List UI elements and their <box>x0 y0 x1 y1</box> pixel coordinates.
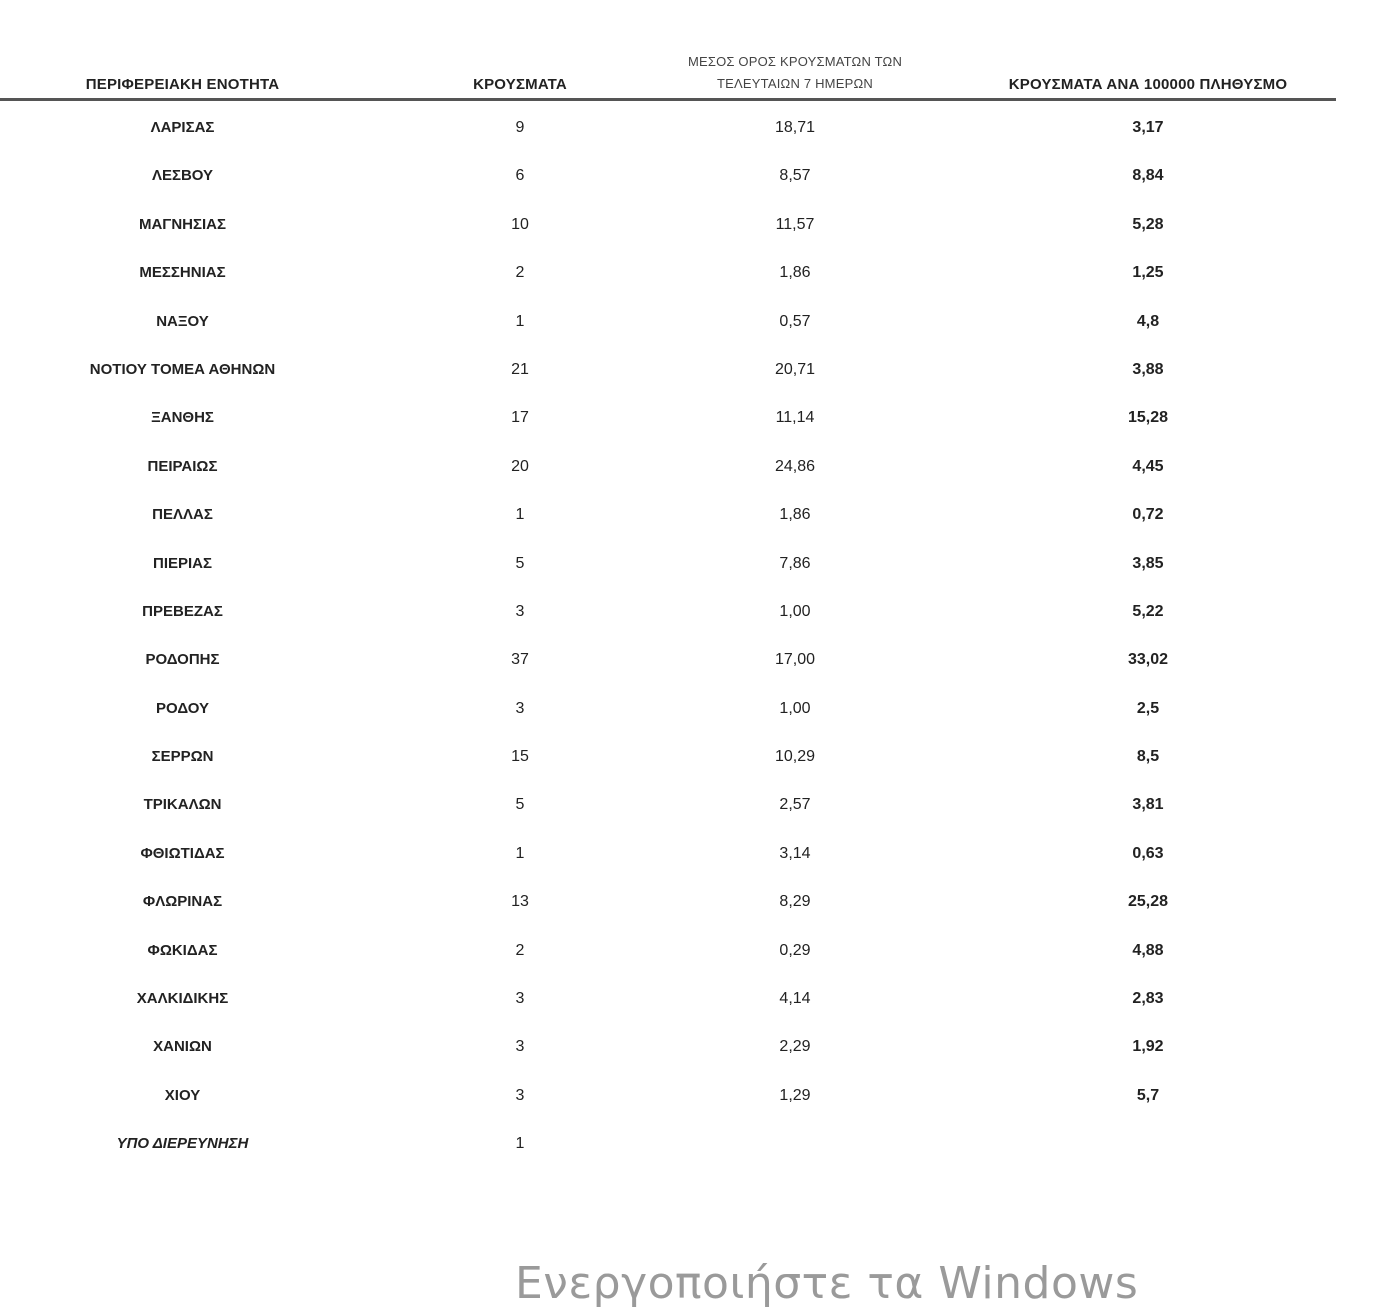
cell-region: ΦΛΩΡΙΝΑΣ <box>142 893 223 911</box>
cell-cases: 1 <box>515 844 525 862</box>
cell-seven-day-average: 18,71 <box>774 119 816 136</box>
cell-seven-day-average: 24,86 <box>774 457 816 475</box>
header-avg-line1: ΜΕΣΟΣ ΟΡΟΣ ΚΡΟΥΣΜΑΤΩΝ ΤΩΝ <box>687 54 903 69</box>
cell-cases-per-100k: 3,17 <box>1132 119 1164 136</box>
cell-cases-per-100k: 5,22 <box>1132 602 1164 620</box>
header-cases-per-100k: ΚΡΟΥΣΜΑΤΑ ΑΝΑ 100000 ΠΛΗΘΥΣΜΟ <box>1008 76 1288 93</box>
cell-region: ΠΕΛΛΑΣ <box>152 506 213 524</box>
cell-region: ΥΠΟ ΔΙΕΡΕΥΝΗΣΗ <box>116 1135 249 1153</box>
table-row <box>0 204 1336 252</box>
table-row <box>0 784 1336 832</box>
cell-region: ΠΙΕΡΙΑΣ <box>152 554 212 572</box>
cell-cases: 1 <box>515 312 525 330</box>
cell-region: ΞΑΝΘΗΣ <box>151 409 214 427</box>
cell-cases: 2 <box>515 941 525 959</box>
cell-cases: 6 <box>515 167 525 185</box>
cell-cases-per-100k: 4,8 <box>1136 312 1160 330</box>
cell-cases: 9 <box>515 119 525 136</box>
table-row <box>0 833 1336 881</box>
cell-cases-per-100k: 15,28 <box>1127 409 1169 427</box>
table-row <box>0 639 1336 687</box>
cell-region: ΠΡΕΒΕΖΑΣ <box>142 602 223 620</box>
header-avg-line2: ΤΕΛΕΥΤΑΙΩΝ 7 ΗΜΕΡΩΝ <box>717 76 873 91</box>
cell-cases-per-100k: 3,85 <box>1132 554 1164 572</box>
table-row <box>0 1123 1336 1171</box>
cell-cases: 3 <box>515 1038 525 1056</box>
table-row <box>0 155 1336 203</box>
cell-region: ΝΑΞΟΥ <box>156 312 209 330</box>
cell-region: ΡΟΔΟΥ <box>156 699 209 717</box>
header-region: ΠΕΡΙΦΕΡΕΙΑΚΗ ΕΝΟΤΗΤΑ <box>85 76 280 93</box>
cell-region: ΛΑΡΙΣΑΣ <box>150 119 215 136</box>
cell-cases: 2 <box>515 264 525 282</box>
header-seven-day-average <box>640 51 950 95</box>
cell-cases-per-100k: 4,88 <box>1132 941 1164 959</box>
cell-cases-per-100k: 2,83 <box>1132 990 1164 1008</box>
cell-cases: 13 <box>511 893 529 911</box>
cell-region: ΦΘΙΩΤΙΔΑΣ <box>140 844 225 862</box>
windows-activation-watermark: Ενεργοποιήστε τα Windows <box>515 1258 1139 1309</box>
cell-cases: 5 <box>515 554 525 572</box>
cell-cases: 21 <box>511 360 529 378</box>
cell-cases-per-100k: 0,72 <box>1132 506 1164 524</box>
cell-seven-day-average: 10,29 <box>774 748 816 766</box>
table-row <box>0 1075 1336 1123</box>
table-row <box>0 736 1336 784</box>
cell-cases-per-100k: 1,25 <box>1132 264 1164 282</box>
table-row <box>0 978 1336 1026</box>
cell-seven-day-average: 1,00 <box>779 699 811 717</box>
cell-region: ΝΟΤΙΟΥ ΤΟΜΕΑ ΑΘΗΝΩΝ <box>89 360 276 378</box>
cell-cases: 3 <box>515 699 525 717</box>
cell-region: ΤΡΙΚΑΛΩΝ <box>143 796 222 814</box>
table-row <box>0 349 1336 397</box>
cell-seven-day-average: 11,57 <box>775 215 815 233</box>
cell-seven-day-average: 11,14 <box>775 409 815 427</box>
cell-cases-per-100k: 4,45 <box>1132 457 1164 475</box>
cell-cases-per-100k: 5,28 <box>1132 215 1164 233</box>
cell-cases-per-100k: 1,92 <box>1132 1038 1164 1056</box>
table-row <box>0 397 1336 445</box>
cell-region: ΧΙΟΥ <box>164 1086 201 1104</box>
table-row <box>0 252 1336 300</box>
cell-cases: 20 <box>511 457 529 475</box>
table-row <box>0 543 1336 591</box>
cell-cases: 5 <box>515 796 525 814</box>
cell-region: ΧΑΝΙΩΝ <box>153 1038 212 1056</box>
cell-cases-per-100k: 3,88 <box>1132 360 1164 378</box>
table-row <box>0 1026 1336 1074</box>
cell-region: ΜΑΓΝΗΣΙΑΣ <box>138 215 226 233</box>
cell-cases: 15 <box>511 748 529 766</box>
cell-seven-day-average: 1,00 <box>779 602 811 620</box>
cell-cases-per-100k: 3,81 <box>1132 796 1164 814</box>
cell-region: ΜΕΣΣΗΝΙΑΣ <box>139 264 226 282</box>
cell-cases-per-100k: 0,63 <box>1132 844 1164 862</box>
cell-seven-day-average: 1,29 <box>779 1086 811 1104</box>
table-row <box>0 591 1336 639</box>
cell-cases-per-100k: 5,7 <box>1136 1086 1160 1104</box>
table-row <box>0 881 1336 929</box>
cell-region: ΠΕΙΡΑΙΩΣ <box>147 457 218 475</box>
cell-cases-per-100k: 25,28 <box>1127 893 1169 911</box>
cell-region: ΡΟΔΟΠΗΣ <box>145 651 220 669</box>
cell-cases: 3 <box>515 602 525 620</box>
cell-seven-day-average: 17,00 <box>774 651 816 669</box>
cell-cases: 3 <box>515 990 525 1008</box>
cell-cases-per-100k: 8,84 <box>1132 167 1164 185</box>
cell-cases: 10 <box>511 215 529 233</box>
table-row <box>0 688 1336 736</box>
cell-cases-per-100k: 33,02 <box>1127 651 1169 669</box>
cell-cases: 1 <box>515 1135 525 1153</box>
cell-cases: 3 <box>515 1086 525 1104</box>
cell-seven-day-average: 2,29 <box>779 1038 811 1056</box>
table-header <box>0 40 1336 101</box>
cell-cases: 37 <box>511 651 529 669</box>
cell-seven-day-average: 0,29 <box>779 941 811 959</box>
cell-region: ΦΩΚΙΔΑΣ <box>147 941 218 959</box>
cell-region: ΣΕΡΡΩΝ <box>151 748 214 766</box>
table-row <box>0 930 1336 978</box>
cell-seven-day-average: 20,71 <box>774 360 816 378</box>
cell-cases: 17 <box>511 409 529 427</box>
cell-seven-day-average: 4,14 <box>779 990 811 1008</box>
header-cases: ΚΡΟΥΣΜΑΤΑ <box>473 76 567 93</box>
table-row <box>0 107 1336 155</box>
cell-seven-day-average: 7,86 <box>779 554 811 572</box>
cell-cases-per-100k: 8,5 <box>1136 748 1160 766</box>
table-row <box>0 446 1336 494</box>
cell-seven-day-average: 8,29 <box>779 893 811 911</box>
cell-cases: 1 <box>515 506 525 524</box>
table-body <box>0 107 1336 1172</box>
cell-seven-day-average: 3,14 <box>779 844 811 862</box>
cell-seven-day-average: 2,57 <box>779 796 811 814</box>
table-row <box>0 494 1336 542</box>
cell-seven-day-average: 8,57 <box>779 167 811 185</box>
cell-region: ΧΑΛΚΙΔΙΚΗΣ <box>136 990 229 1008</box>
cell-region: ΛΕΣΒΟΥ <box>151 167 214 185</box>
cell-seven-day-average: 1,86 <box>779 264 811 282</box>
cell-seven-day-average: 1,86 <box>779 506 811 524</box>
cell-seven-day-average: 0,57 <box>779 312 811 330</box>
cell-cases-per-100k: 2,5 <box>1136 699 1160 717</box>
table-row <box>0 301 1336 349</box>
